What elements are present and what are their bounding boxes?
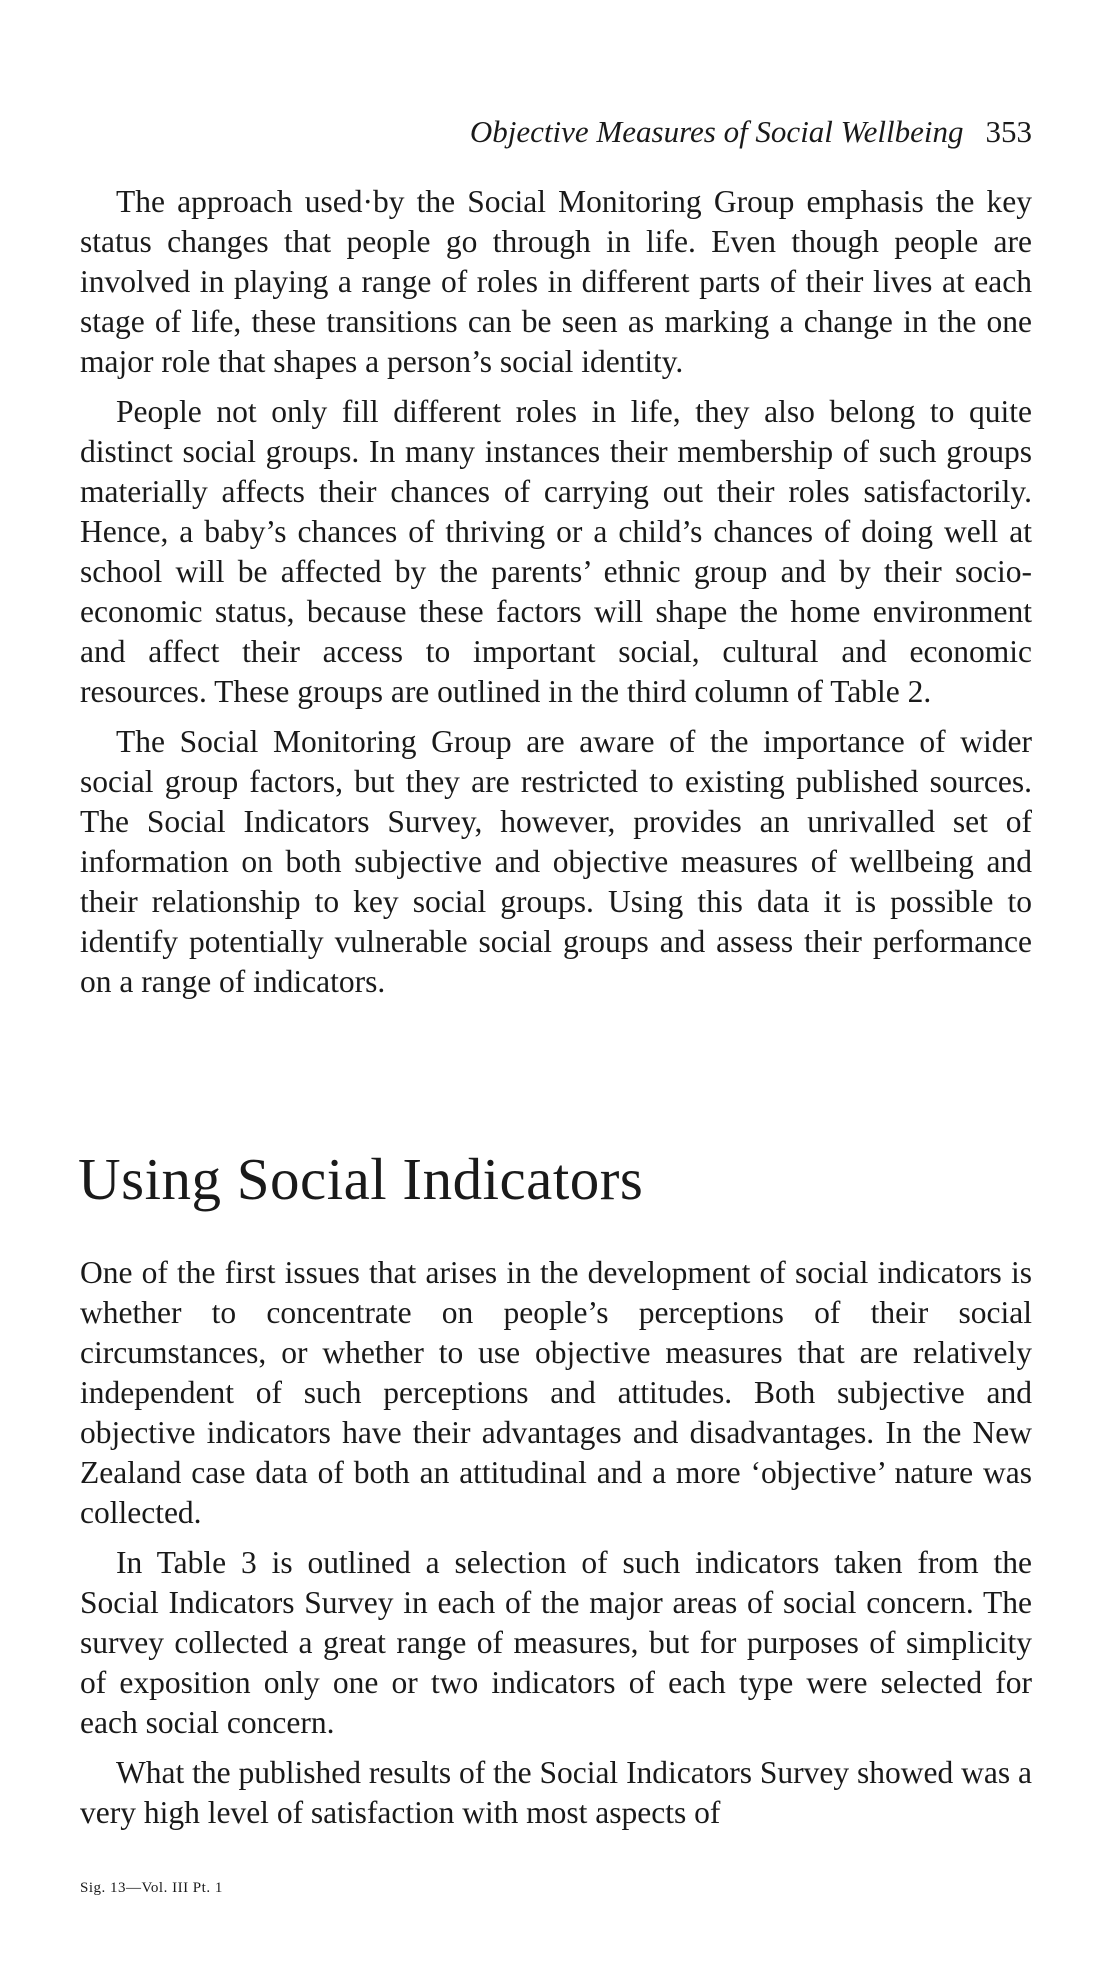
paragraph-monitoring-group: The Social Monitoring Group are aware of the importance of wider social group factors, but they are restricted to existing published sources. The Social Indicators Survey, however, provides an unrivalled set of information on both subjective and objective measures of wellbeing and their relationship to key social groups. Using this data it is possible to identify potentially vulnerable social groups and assess their performance on a range of indicators. bbox=[80, 724, 1032, 999]
running-head-title: Objective Measures of Social Wellbeing bbox=[469, 114, 964, 149]
paragraph-published-results: What the published results of the Social Indicators Survey showed was a very high level of satisfaction with most aspects of bbox=[80, 1755, 1032, 1830]
paragraph-social-groups: People not only fill different roles in life, they also belong to quite distinct social groups. In many instances their membership of such groups materially affects their chances of carrying out their roles satisfactorily. Hence, a baby’s chances of thriving or a child’s chances of doing well at school will be affected by the parents’ ethnic group and by their socio-economic status, because these factors will shape the home environment and affect their access to important social, cultural and economic resources. These groups are outlined in the third column of Table 2. bbox=[80, 394, 1032, 709]
paragraph-status-changes: The approach used·by the Social Monitoring Group emphasis the key status changes that people go through in life. Even though people are involved in playing a range of roles in different parts of their lives at each stage of life, these transitions can be seen as marking a change in the one major role that shapes a person’s social identity. bbox=[80, 184, 1032, 379]
signature-mark: Sig. 13—Vol. III Pt. 1 bbox=[80, 1880, 223, 1896]
body-text-before-heading bbox=[80, 182, 1032, 1002]
page-number: 353 bbox=[985, 114, 1032, 149]
body-text-after-heading bbox=[80, 1253, 1032, 1833]
paragraph-first-issues: One of the first issues that arises in the development of social indicators is whether to concentrate on people’s perceptions of their social circumstances, or whether to use objective measures that are relatively independent of such perceptions and attitudes. Both subjective and objective indicators have their advantages and disadvantages. In the New Zealand case data of both an attitudinal and a more ‘objective’ nature was collected. bbox=[80, 1255, 1032, 1530]
paragraph-table-3: In Table 3 is outlined a selection of such indicators taken from the Social Indicators Survey in each of the major areas of social concern. The survey collected a great range of measures, but for purposes of simplicity of exposition only one or two indicators of each type were selected for each social concern. bbox=[80, 1545, 1032, 1740]
running-head bbox=[470, 112, 1032, 152]
section-heading: Using Social Indicators bbox=[78, 1146, 644, 1212]
